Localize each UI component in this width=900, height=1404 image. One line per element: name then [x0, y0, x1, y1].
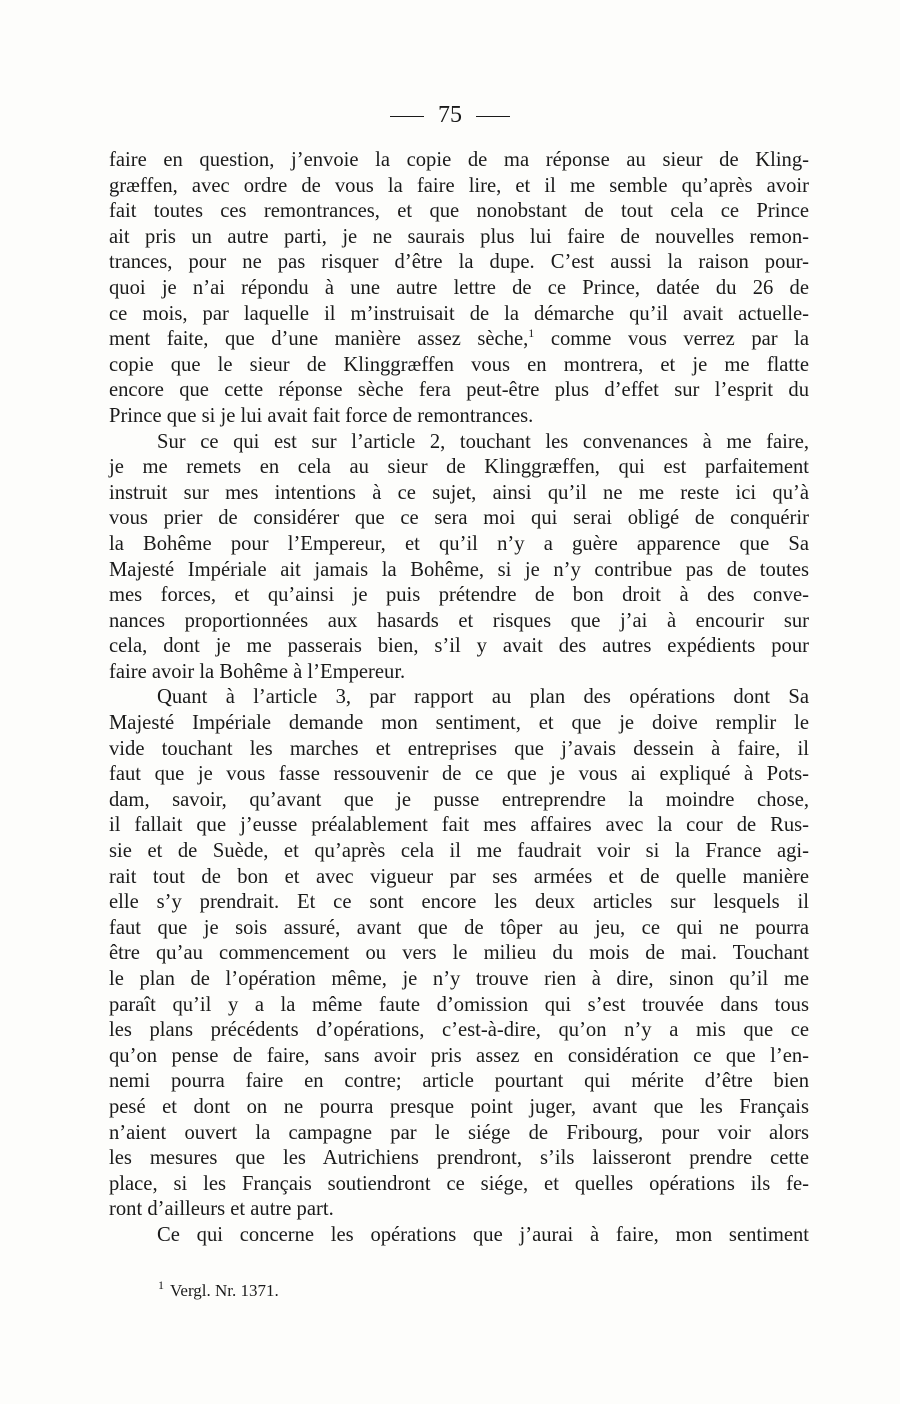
paragraph-4 — [109, 1223, 809, 1249]
text-line: Prince que si je lui avait fait force de remontrances. — [109, 404, 534, 427]
text-line: instruit sur mes intentions à ce sujet, ainsi qu’il ne me reste ici qu’à — [109, 481, 809, 504]
text-line: nances proportionnées aux hasards et risques que j’ai à encourir sur — [109, 609, 809, 632]
text-line: vide touchant les marches et entreprises que j’avais dessein à faire, il — [109, 737, 809, 760]
text-line: vous prier de considérer que ce sera moi qui serai obligé de conquérir — [109, 507, 809, 530]
text-line: copie que le sieur de Klinggræffen vous en montrera, et je me flatte — [109, 353, 809, 376]
text-line: græffen, avec ordre de vous la faire lire, et il me semble qu’après avoir — [109, 174, 809, 197]
text-line: rait tout de bon et avec vigueur par ses armées et de quelle manière — [109, 865, 809, 888]
text-line: être qu’au commencement ou vers le milieu du mois de mai. Touchant — [109, 942, 809, 965]
text-line: sie et de Suède, et qu’après cela il me faudrait voir si la France agi- — [109, 840, 809, 863]
page-number: 75 — [438, 102, 462, 128]
text-line: nemi pourra faire en contre; article pourtant qui mérite d’être bien — [109, 1070, 809, 1093]
text-line: pesé et dont on ne pourra presque point juger, avant que les Français — [109, 1095, 809, 1118]
text-line: Ce qui concerne les opérations que j’aurai à faire, mon sentiment — [157, 1223, 809, 1246]
text-line: faire avoir la Bohême à l’Empereur. — [109, 660, 406, 683]
footnote — [158, 1280, 279, 1302]
text-line: fait toutes ces remontrances, et que nonobstant de tout cela ce Prince — [109, 200, 809, 223]
header-dash-right — [476, 116, 510, 117]
text-line: dam, savoir, qu’avant que je pusse entreprendre la moindre chose, — [109, 788, 809, 811]
page-header — [0, 100, 900, 130]
text-line-tail: comme vous verrez par la — [534, 328, 809, 351]
text-line: cela, dont je me passerais bien, s’il y avait des autres expédients pour — [109, 635, 809, 658]
paragraph-3 — [109, 685, 809, 1222]
text-line: je me remets en cela au sieur de Klinggræffen, qui est parfaitement — [109, 456, 809, 479]
footnote-marker: 1 — [158, 1278, 164, 1293]
text-line: ce mois, par laquelle il m’instruisait de la démarche qu’il avait actuelle- — [109, 302, 809, 325]
text-line: ront d’ailleurs et autre part. — [109, 1198, 334, 1221]
text-line: place, si les Français soutiendront ce siége, et quelles opérations ils fe- — [109, 1172, 809, 1195]
text-line: il fallait que j’eusse préalablement fait mes affaires avec la cour de Rus- — [109, 814, 809, 837]
text-line: mes forces, et qu’ainsi je puis prétendre de bon droit à des conve- — [109, 584, 809, 607]
text-line: quoi je n’ai répondu à une autre lettre de ce Prince, datée du 26 de — [109, 276, 809, 299]
paragraph-2 — [109, 430, 809, 686]
text-line: qu’on pense de faire, sans avoir pris assez en considération ce que l’en- — [109, 1044, 809, 1067]
text-line-head: ment faite, que d’une manière assez sèche, — [109, 328, 529, 351]
text-line: elle s’y prendrait. Et ce sont encore les deux articles sur lesquels il — [109, 891, 809, 914]
text-line: faut que je sois assuré, avant que de tôper au jeu, ce qui ne pourra — [109, 916, 809, 939]
text-line: faire en question, j’envoie la copie de ma réponse au sieur de Kling- — [109, 149, 809, 171]
text-line: Sur ce qui est sur l’article 2, touchant les convenances à me faire, — [157, 430, 809, 453]
text-line: ait pris un autre parti, je ne saurais plus lui faire de nouvelles remon- — [109, 225, 809, 248]
text-line-with-footnote — [109, 327, 809, 353]
text-line: Majesté Impériale ait jamais la Bohême, si je n’y contribue pas de toutes — [109, 558, 809, 581]
text-line: les plans précédents d’opérations, c’est-à-dire, qu’on n’y a mis que ce — [109, 1019, 809, 1042]
text-line: n’aient ouvert la campagne par le siége de Fribourg, pour voir alors — [109, 1121, 809, 1144]
text-line: Quant à l’article 3, par rapport au plan des opérations dont Sa — [157, 686, 809, 709]
text-line: la Bohême pour l’Empereur, et qu’il n’y a guère apparence que Sa — [109, 532, 809, 555]
paragraph-1 — [109, 148, 809, 430]
text-line: paraît qu’il y a la même faute d’omission qui s’est trouvée dans tous — [109, 993, 809, 1016]
text-line: faut que je vous fasse ressouvenir de ce que je vous ai expliqué à Pots- — [109, 763, 809, 786]
text-line: trances, pour ne pas risquer d’être la dupe. C’est aussi la raison pour- — [109, 251, 809, 274]
text-line: le plan de l’opération même, je n’y trouve rien à dire, sinon qu’il me — [109, 968, 809, 990]
text-line: encore que cette réponse sèche fera peut-être plus d’effet sur l’esprit du — [109, 379, 809, 402]
header-dash-left — [390, 116, 424, 117]
text-line: les mesures que les Autrichiens prendront, s’ils laisseront prendre cette — [109, 1147, 809, 1170]
text-line: Majesté Impériale demande mon sentiment, et que je doive remplir le — [109, 712, 809, 735]
footnote-text: Vergl. Nr. 1371. — [170, 1281, 279, 1300]
body-text — [109, 148, 809, 1249]
footnote-reference[interactable]: 1 — [528, 326, 535, 341]
